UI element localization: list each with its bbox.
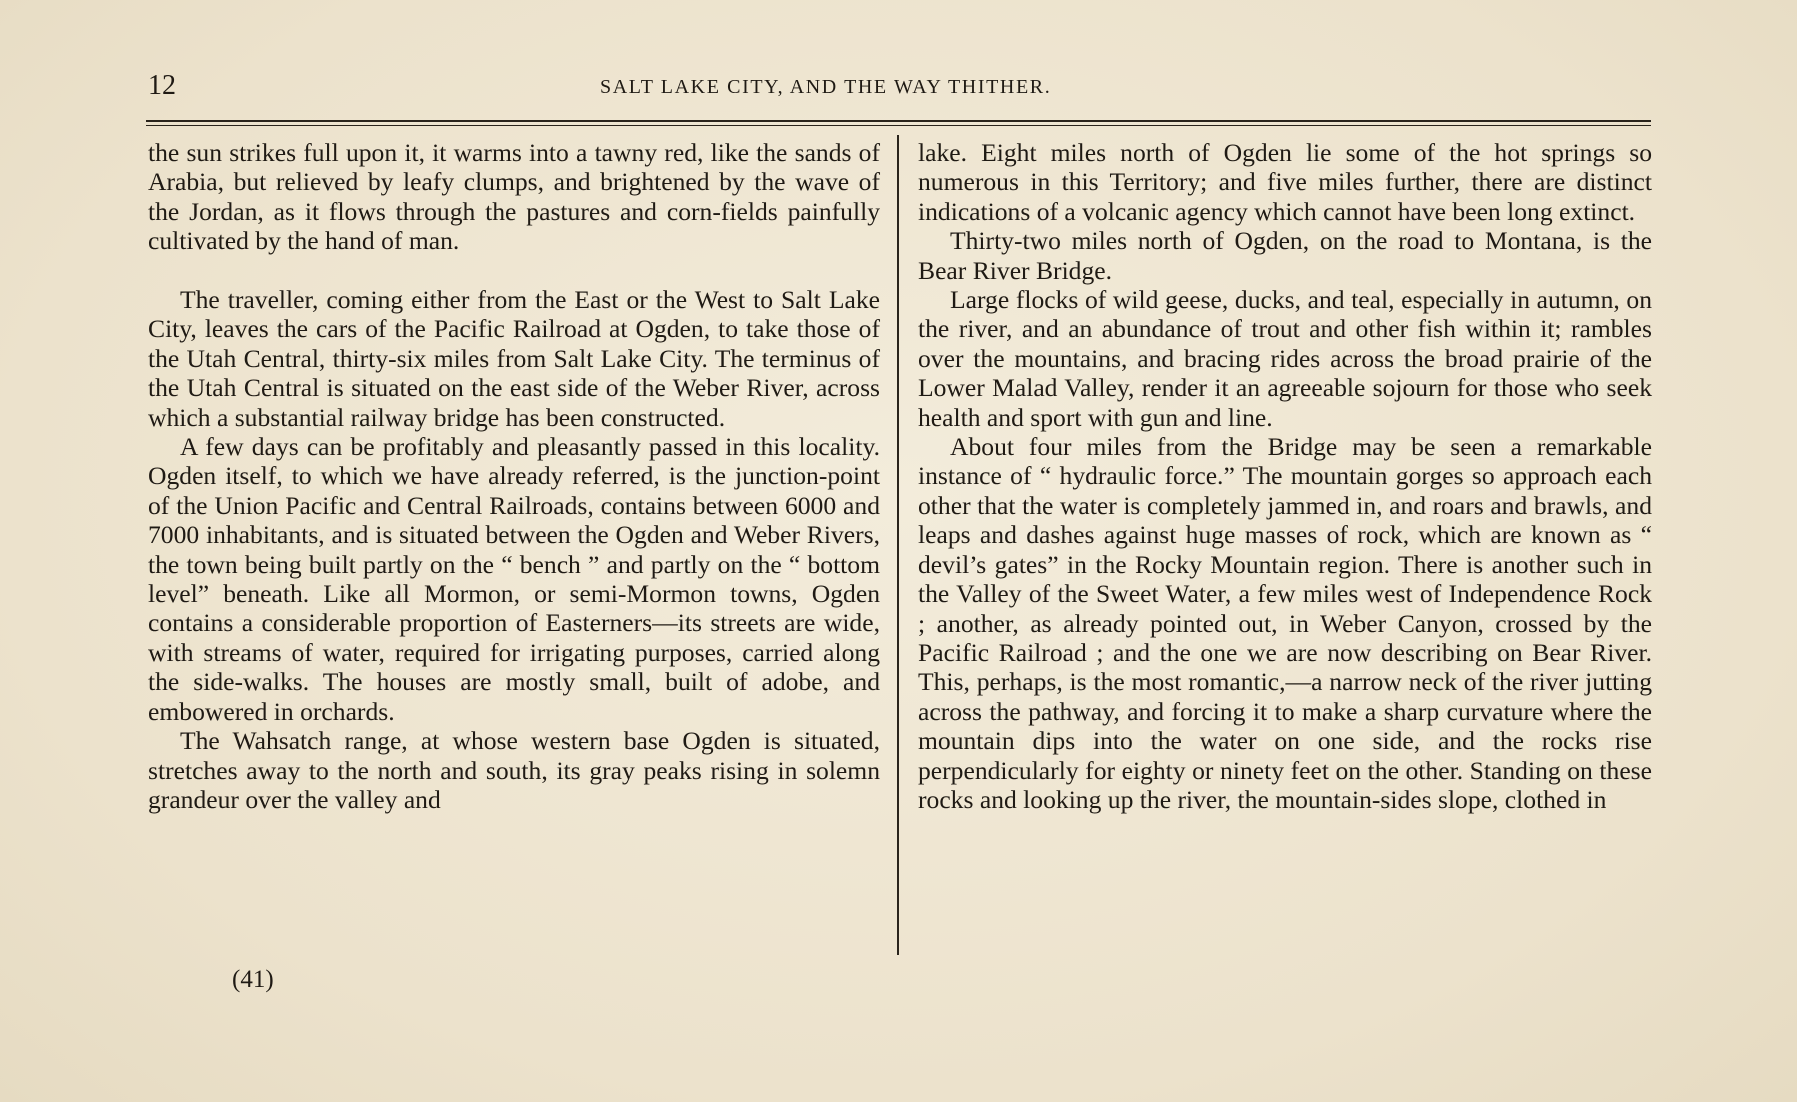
header-rule-thin xyxy=(146,125,1651,126)
paragraph: The Wahsatch range, at whose western base Ogden is situated, stretches away to the north and south, its gray peaks rising in solemn grandeur over the valley and xyxy=(148,726,880,814)
paragraph: the sun strikes full upon it, it warms into a tawny red, like the sands of Arabia, but relieved by leafy clumps, and brightened by the wave of the Jordan, as it flows through the pastures and corn-fields painfully cultivated by the hand of man. xyxy=(148,138,880,256)
right-column xyxy=(918,138,1652,814)
signature-mark: (41) xyxy=(232,966,274,993)
paragraph: Large flocks of wild geese, ducks, and teal, especially in autumn, on the river, and an abundance of trout and other fish within it; rambles over the mountains, and bracing rides across the broad prairie of the Lower Malad Valley, render it an agreeable sojourn for those who seek health and sport with gun and line. xyxy=(918,285,1652,432)
paragraph: Thirty-two miles north of Ogden, on the road to Montana, is the Bear River Bridge. xyxy=(918,226,1652,285)
paragraph: A few days can be profitably and pleasantly passed in this locality. Ogden itself, to which we have already referred, is the junction-point of the Union Pacific and Central Railroads, contains between 6000 and 7000 inhabitants, and is situated between the Ogden and Weber Rivers, the town being built partly on the “ bench ” and partly on the “ bottom level” beneath. Like all Mormon, or semi-Mormon towns, Ogden contains a considerable proportion of Easterners—its streets are wide, with streams of water, required for irrigating purposes, carried along the side-walks. The houses are mostly small, built of adobe, and embowered in orchards. xyxy=(148,432,880,726)
column-divider xyxy=(897,135,899,955)
paragraph: About four miles from the Bridge may be seen a remarkable instance of “ hydraulic force.” The mountain gorges so approach each other that the water is completely jammed in, and roars and brawls, and leaps and dashes against huge masses of rock, which are known as “ devil’s gates” in the Rocky Mountain region. There is another such in the Valley of the Sweet Water, a few miles west of Independence Rock ; another, as already pointed out, in Weber Canyon, crossed by the Pacific Railroad ; and the one we are now describing on Bear River. This, perhaps, is the most romantic,—a narrow neck of the river jutting across the pathway, and forcing it to make a sharp curvature where the mountain dips into the water on one side, and the rocks rise perpendicularly for eighty or ninety feet on the other. Standing on these rocks and looking up the river, the mountain-sides slope, clothed in xyxy=(918,432,1652,814)
running-title: SALT LAKE CITY, AND THE WAY THITHER. xyxy=(600,76,1052,98)
header-rule xyxy=(146,120,1651,122)
paragraph: The traveller, coming either from the East or the West to Salt Lake City, leaves the cars of the Pacific Railroad at Ogden, to take those of the Utah Central, thirty-six miles from Salt Lake City. The terminus of the Utah Central is situated on the east side of the Weber River, across which a substantial railway bridge has been constructed. xyxy=(148,285,880,432)
left-column xyxy=(148,138,880,814)
page-number: 12 xyxy=(148,70,176,101)
paragraph: lake. Eight miles north of Ogden lie some of the hot springs so numerous in this Territory; and five miles further, there are distinct indications of a volcanic agency which cannot have been long extinct. xyxy=(918,138,1652,226)
